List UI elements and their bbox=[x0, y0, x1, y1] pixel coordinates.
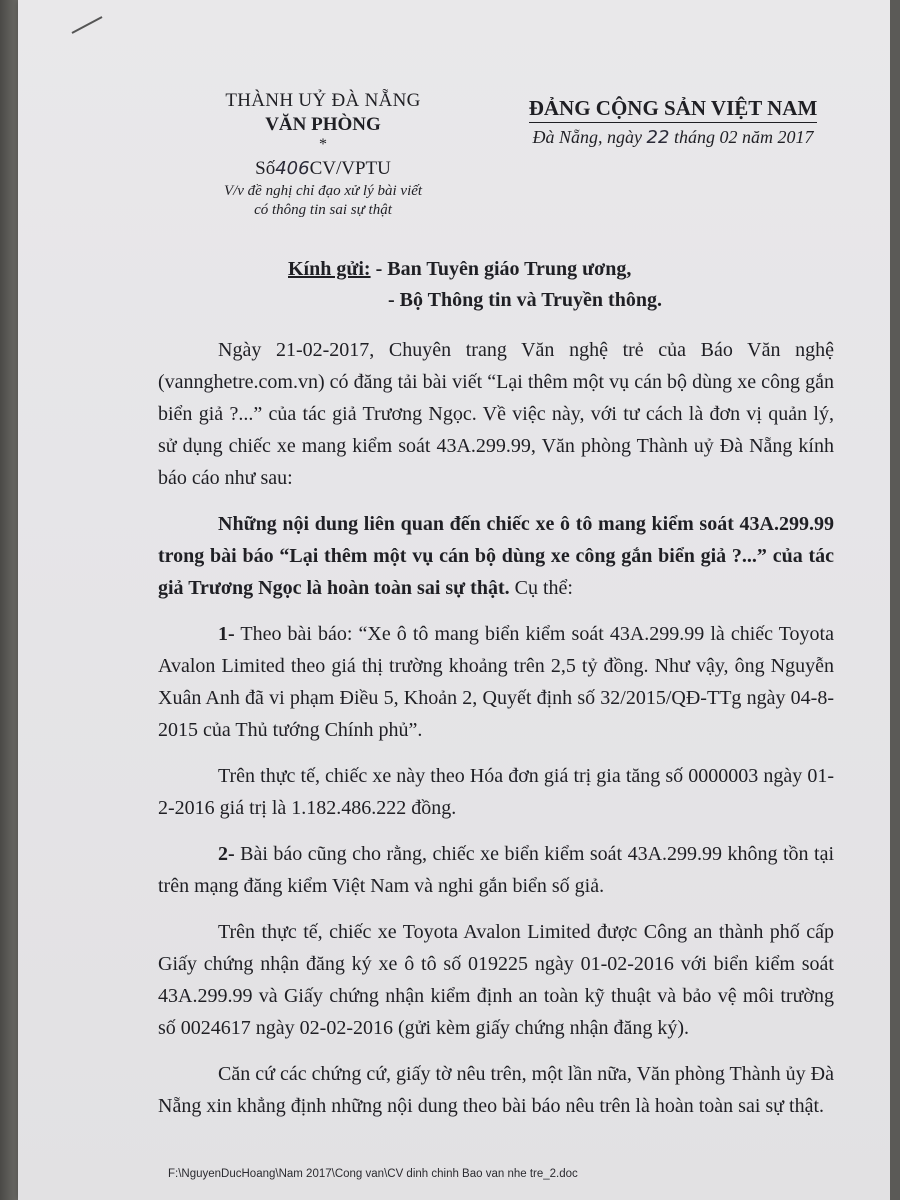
document-number bbox=[183, 158, 463, 180]
file-path-footer: F:\NguyenDucHoang\Nam 2017\Cong van\CV dinh chinh Bao van nhe tre_2.doc bbox=[168, 1168, 578, 1180]
recipients-label: Kính gửi: bbox=[288, 258, 371, 280]
number-handwritten: 406 bbox=[275, 158, 310, 179]
header-left bbox=[183, 90, 463, 220]
office-name: VĂN PHÒNG bbox=[265, 114, 381, 135]
header-right bbox=[503, 96, 843, 148]
paragraph-1: Ngày 21-02-2017, Chuyên trang Văn nghệ trẻ của Báo Văn nghệ (vannghetre.com.vn) có đăng tải bài viết “Lại thêm một vụ cán bộ dùng xe công gắn biển giả ?...” của tác giả Trương Ngọc. Về việc này, với tư cách là đơn vị quản lý, sử dụng chiếc xe mang kiểm soát 43A.299.99, Văn phòng Thành uỷ Đà Nẵng kính báo cáo như sau: bbox=[158, 339, 834, 489]
paragraph-7: Căn cứ các chứng cứ, giấy tờ nêu trên, một lần nữa, Văn phòng Thành ủy Đà Nẵng xin khẳng định những nội dung theo bài báo nêu trên là hoàn toàn sai sự thật. bbox=[158, 1063, 834, 1117]
document-body bbox=[158, 334, 834, 1136]
date-day-handwritten: 22 bbox=[646, 127, 670, 148]
paragraph-2 bbox=[158, 508, 834, 604]
subject-line-1: V/v đề nghị chỉ đạo xử lý bài viết bbox=[223, 183, 423, 199]
desk-edge-left bbox=[0, 0, 18, 1200]
paragraph-4: Trên thực tế, chiếc xe này theo Hóa đơn giá trị gia tăng số 0000003 ngày 01-2-2016 giá trị là 1.182.486.222 đồng. bbox=[158, 765, 834, 819]
org-name: THÀNH UỶ ĐÀ NẴNG bbox=[225, 90, 421, 111]
paragraph-5 bbox=[158, 838, 834, 902]
desk-edge-right bbox=[890, 0, 900, 1200]
date-suffix: tháng 02 năm 2017 bbox=[673, 127, 814, 147]
recipient-2: - Bộ Thông tin và Truyền thông. bbox=[388, 289, 662, 311]
document-page bbox=[18, 0, 890, 1200]
document-date bbox=[503, 127, 843, 148]
paragraph-2-bold: Những nội dung liên quan đến chiếc xe ô tô mang kiểm soát 43A.299.99 trong bài báo “Lại thêm một vụ cán bộ dùng xe công gắn biển giả ?...” của tác giả Trương Ngọc là hoàn toàn sai sự thật. bbox=[158, 513, 834, 599]
recipients bbox=[288, 254, 662, 316]
recipient-row-1 bbox=[288, 254, 662, 285]
paragraph-2-rest: Cụ thể: bbox=[509, 577, 573, 599]
number-suffix: CV/VPTU bbox=[309, 158, 391, 179]
paragraph-3 bbox=[158, 618, 834, 746]
star-mark: * bbox=[319, 136, 327, 153]
recipient-row-2 bbox=[288, 285, 662, 316]
pen-mark bbox=[72, 16, 103, 34]
recipient-1: - Ban Tuyên giáo Trung ương, bbox=[375, 258, 632, 280]
number-prefix: Số bbox=[255, 158, 276, 179]
item-2-number: 2- bbox=[218, 843, 235, 865]
item-1-text: Theo bài báo: “Xe ô tô mang biển kiểm soát 43A.299.99 là chiếc Toyota Avalon Limited theo giá thị trường khoảng trên 2,5 tỷ đồng. Như vậy, ông Nguyễn Xuân Anh đã vi phạm Điều 5, Khoản 2, Quyết định số 32/2015/QĐ-TTg ngày 04-8-2015 của Thủ tướng Chính phủ”. bbox=[158, 623, 834, 741]
item-1-number: 1- bbox=[218, 623, 235, 645]
date-prefix: Đà Nẵng, ngày bbox=[532, 127, 643, 147]
subject-line-2: có thông tin sai sự thật bbox=[254, 202, 392, 218]
party-name: ĐẢNG CỘNG SẢN VIỆT NAM bbox=[529, 96, 818, 123]
paragraph-6: Trên thực tế, chiếc xe Toyota Avalon Limited được Công an thành phố cấp Giấy chứng nhận đăng ký xe ô tô số 019225 ngày 01-02-2016 với biển kiểm soát 43A.299.99 và Giấy chứng nhận kiểm định an toàn kỹ thuật và bảo vệ môi trường số 0024617 ngày 02-02-2016 (gửi kèm giấy chứng nhận đăng ký). bbox=[158, 921, 834, 1039]
item-2-text: Bài báo cũng cho rằng, chiếc xe biển kiểm soát 43A.299.99 không tồn tại trên mạng đăng kiểm Việt Nam và nghi gắn biển số giả. bbox=[158, 843, 834, 897]
